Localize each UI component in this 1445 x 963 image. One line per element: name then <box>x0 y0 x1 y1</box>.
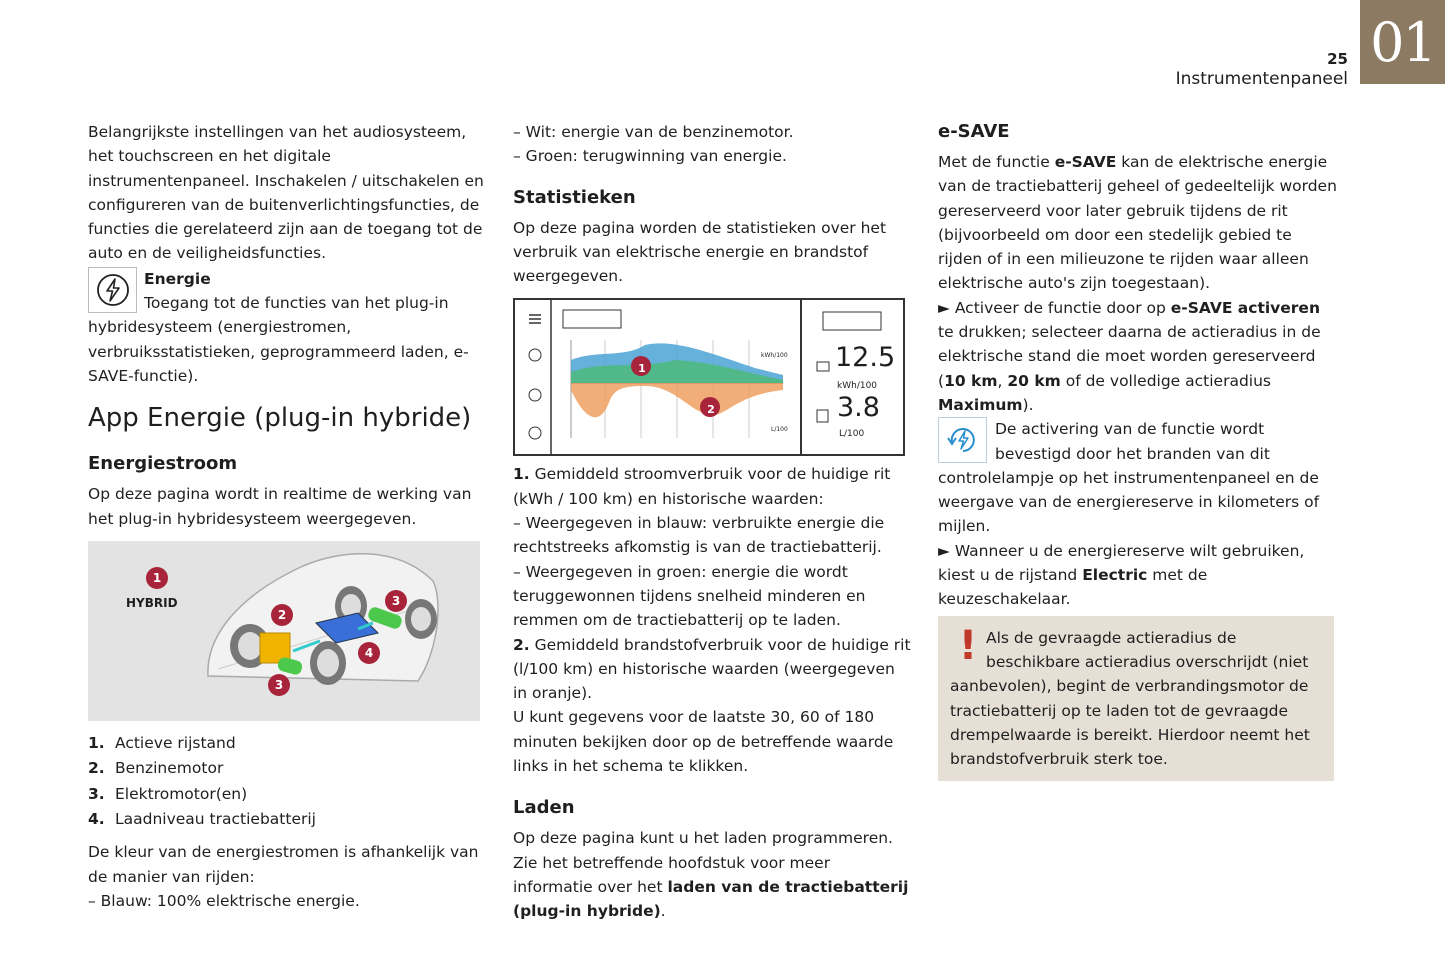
kwh-unit: kWh/100 <box>837 381 878 392</box>
chart-callout-1: 1 <box>638 362 646 376</box>
green-item: – Groen: terugwinning van energie. <box>513 147 787 166</box>
component-list <box>88 731 488 833</box>
callout-3a: 3 <box>268 674 290 696</box>
callout-1: 1 <box>146 567 168 589</box>
hybrid-diagram <box>88 541 480 721</box>
minutes-text: U kunt gegevens voor de laatste 30, 60 of 180 minuten bekijken door op de betreffende waarde links in het schema te klikken. <box>513 708 894 776</box>
stats-item-1-green: – Weergegeven in groen: energie die wordt teruggewonnen tijdens snelheid minderen en remmen om de tractiebatterij op te laden. <box>513 562 866 630</box>
esave-heading: e-SAVE <box>938 121 1010 142</box>
hybrid-label: HYBRID <box>126 595 178 610</box>
column-2 <box>513 120 913 924</box>
energy-bolt-icon <box>88 267 137 313</box>
chart-callout-2: 2 <box>707 403 715 417</box>
menu-icon <box>529 315 541 323</box>
esave-paragraph-1: Met de functie e-SAVE kan de elektrische energie van de tractiebatterij geheel of gedeeltelijk worden gereserveerd voor later gebruik tijdens de rit (bijvoorbeeld om door een stedelijk gebied te rijden of in een milieuzone te rijden waar alleen elektrische auto's zijn toegestaan). <box>938 153 1337 293</box>
stats-item-2: 2. Gemiddeld brandstofverbruik voor de huidige rit (l/100 km) en historische waarden (weergegeven in oranje). <box>513 635 911 703</box>
laden-heading: Laden <box>513 797 575 819</box>
blue-item: – Blauw: 100% elektrische energie. <box>88 892 360 911</box>
chapter-tab: 01 <box>1360 0 1445 84</box>
esave-paragraph-2: ► Activeer de functie door op e-SAVE activeren te drukken; selecteer daarna de actieradius in de elektrische stand die moet worden gereserveerd (10 km, 20 km of de volledige actieradius Maximum). <box>938 298 1321 414</box>
energie-title: Energie <box>144 269 211 288</box>
warning-text: Als de gevraagde actieradius de beschikbare actieradius overschrijdt (niet aanbevolen), begint de verbrandingsmotor de tractiebatterij op te laden tot de gevraagde drempelwaarde is bereikt. Hierdoor neemt het brandstofverbruik sterk toe. <box>950 628 1310 769</box>
statistieken-text: Op deze pagina worden de statistieken over het verbruik van elektrische energie en brandstof weergegeven. <box>513 218 887 286</box>
list-item: 2. Benzinemotor <box>88 759 224 778</box>
esave-indicator-text: De activering van de functie wordt bevestigd door het branden van dit controlelampje op het instrumentenpaneel en de weergave van de energiereserve in kilometers of mijlen. <box>938 420 1320 536</box>
history-icon <box>529 349 541 439</box>
kwh-value: 12.5 <box>835 342 896 374</box>
energie-text: Toegang tot de functies van het plug-in hybridesysteem (energiestromen, verbruiksstatistieken, geprogrammeerd laden, e-SAVE-functie). <box>88 294 469 385</box>
statistics-screen <box>513 298 905 456</box>
fuel-pump-icon <box>817 410 828 422</box>
list-item: 1. Actieve rijstand <box>88 733 236 752</box>
esave-paragraph-4: ► Wanneer u de energiereserve wilt gebruiken, kiest u de rijstand Electric met de keuzeschakelaar. <box>938 541 1305 609</box>
colour-text: De kleur van de energiestromen is afhankelijk van de manier van rijden: <box>88 843 479 886</box>
l-axis-unit: L/100 <box>771 426 788 434</box>
intro-paragraph: Belangrijkste instellingen van het audiosysteem, het touchscreen en het digitale instrumentenpaneel. Inschakelen / uitschakelen en configureren van de buitenverlichtingsfuncties, de functies die gerelateerd zijn aan de toegang tot de auto en de veiligheidsfuncties. <box>88 123 484 263</box>
warning-exclamation-icon: ! <box>958 622 978 669</box>
kwh-axis-unit: kWh/100 <box>761 352 788 360</box>
stats-item-1: 1. Gemiddeld stroomverbruik voor de huidige rit (kWh / 100 km) en historische waarden: <box>513 465 891 508</box>
warning-box <box>938 616 1334 782</box>
laden-text-1: Op deze pagina kunt u het laden programmeren. <box>513 829 893 848</box>
section-title: Instrumentenpaneel <box>1175 69 1348 89</box>
battery-icon <box>817 362 829 371</box>
page-number: 25 <box>1327 50 1348 68</box>
callout-2: 2 <box>271 604 293 626</box>
statistieken-heading: Statistieken <box>513 186 636 208</box>
energiestroom-text: Op deze pagina wordt in realtime de werking van het plug-in hybridesysteem weergegeven. <box>88 485 472 528</box>
energie-block <box>88 267 488 388</box>
list-item: 4. Laadniveau tractiebatterij <box>88 810 316 829</box>
fuel-unit: L/100 <box>839 429 865 440</box>
stats-item-1-blue: – Weergegeven in blauw: verbruikte energie die rechtstreeks afkomstig is van de tractiebatterij. <box>513 514 885 557</box>
white-item: – Wit: energie van de benzinemotor. <box>513 123 794 141</box>
fuel-value: 3.8 <box>837 392 880 424</box>
app-energie-heading: App Energie (plug-in hybride) <box>88 403 472 434</box>
column-3 <box>938 120 1338 781</box>
list-item: 3. Elektromotor(en) <box>88 784 248 803</box>
esave-charge-icon <box>938 417 987 463</box>
column-1 <box>88 120 488 913</box>
energiestroom-heading: Energiestroom <box>88 453 238 475</box>
laden-text-2: Zie het betreffende hoofdstuk voor meer informatie over het laden van de tractiebatterij (plug-in hybride). <box>513 853 909 921</box>
callout-4: 4 <box>358 642 380 664</box>
callout-3b: 3 <box>385 590 407 612</box>
esave-indicator-block <box>938 417 1338 538</box>
